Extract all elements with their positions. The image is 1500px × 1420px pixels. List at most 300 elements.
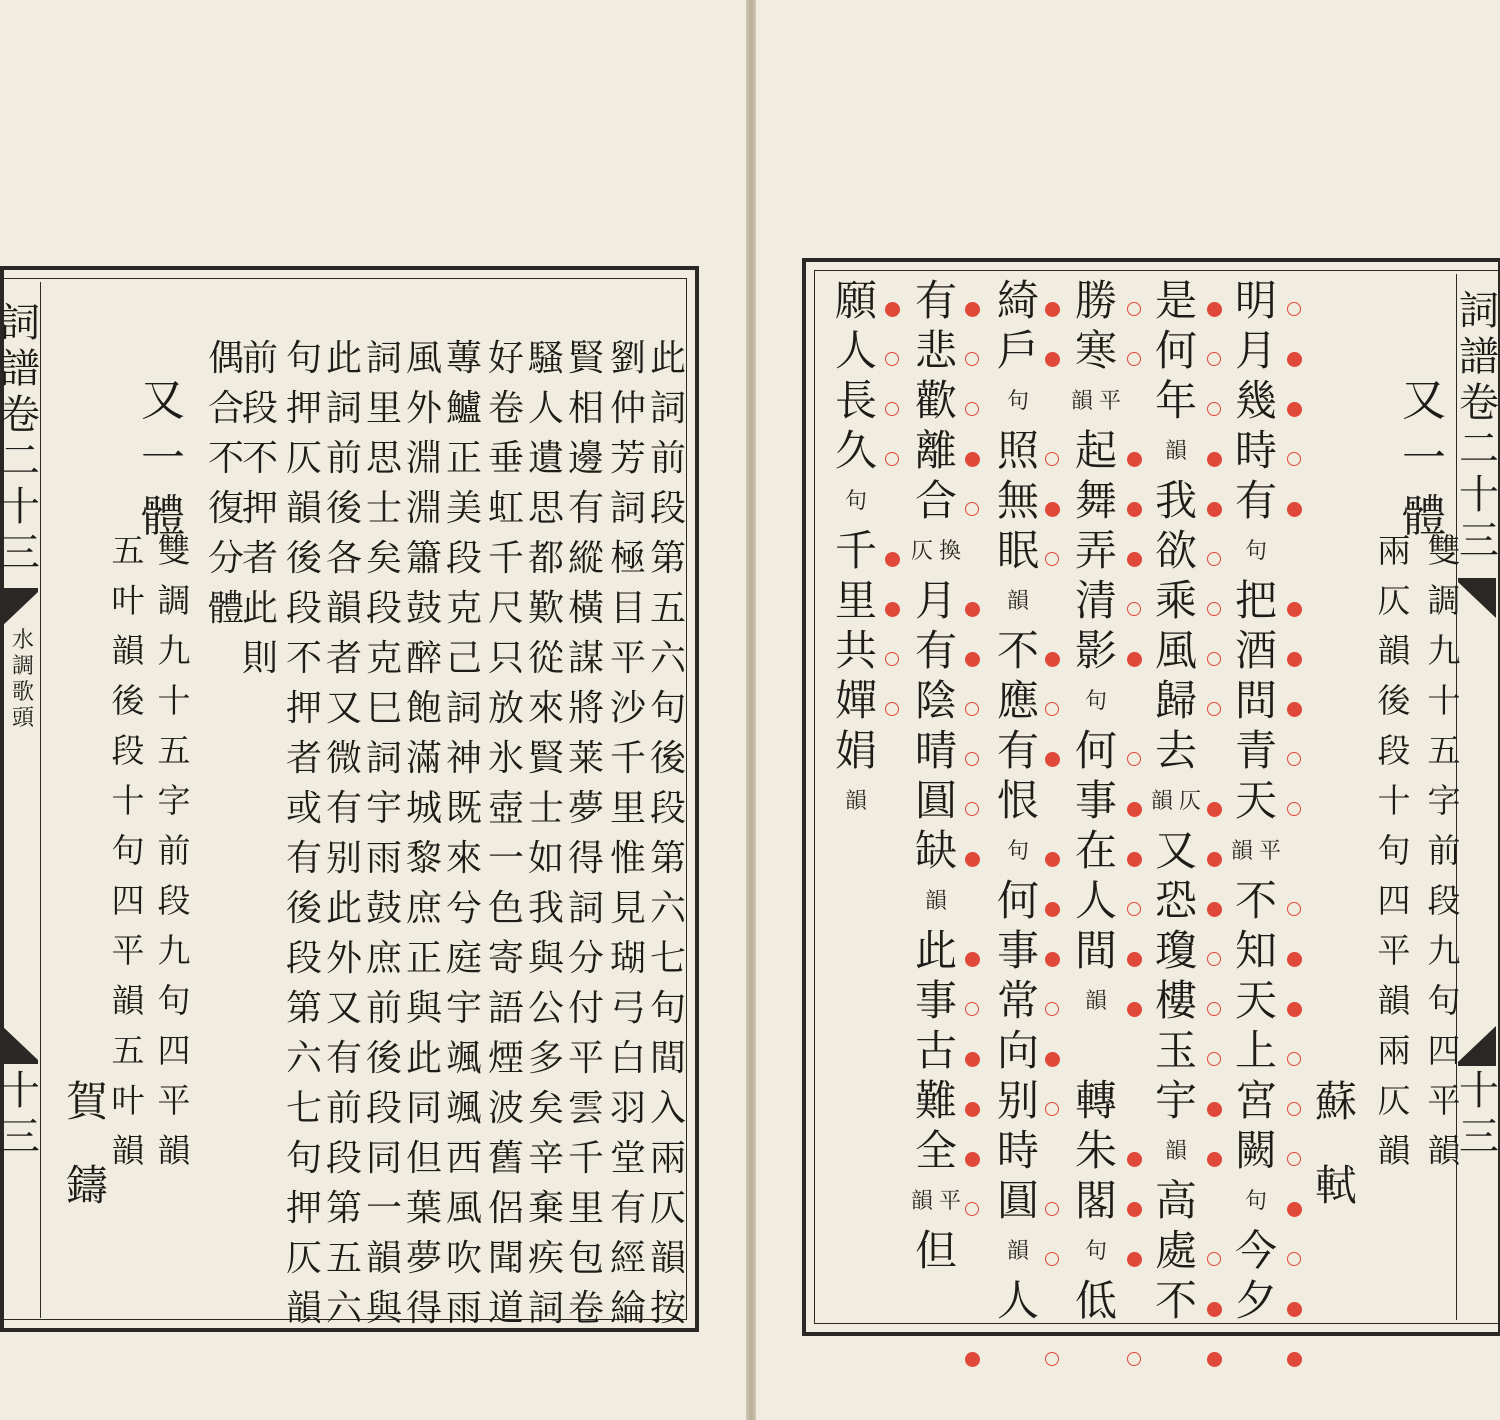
lyric-column bbox=[831, 276, 881, 826]
empty-mark bbox=[885, 1202, 899, 1216]
lyric-column bbox=[1231, 276, 1281, 1326]
description-character: 調 bbox=[1427, 581, 1461, 620]
commentary-character: 矣 bbox=[365, 538, 402, 579]
lyric-character: 玉 bbox=[1154, 1026, 1197, 1075]
lyric-character: 是 bbox=[1154, 276, 1197, 325]
annotation-cell bbox=[911, 1176, 961, 1226]
commentary-character: 詞 bbox=[567, 888, 604, 929]
commentary-character: 葉 bbox=[405, 1188, 442, 1229]
level-tone-mark bbox=[1045, 1102, 1059, 1116]
spine-page-number bbox=[0, 1068, 40, 1160]
oblique-tone-mark bbox=[1045, 352, 1060, 367]
lyric-character: 青 bbox=[1234, 726, 1277, 775]
tone-mark-slot bbox=[1125, 1034, 1143, 1084]
commentary-character: 七 bbox=[649, 938, 686, 979]
commentary-character: 尺 bbox=[487, 588, 524, 629]
lyric-character: 清 bbox=[1074, 576, 1117, 625]
empty-mark bbox=[885, 1302, 899, 1316]
commentary-character: 韻 bbox=[285, 488, 322, 529]
commentary-character: 千 bbox=[487, 538, 524, 579]
oblique-tone-mark bbox=[1045, 752, 1060, 767]
oblique-tone-mark bbox=[1287, 352, 1302, 367]
tone-mark-slot bbox=[883, 934, 901, 984]
lyric-character: 欲 bbox=[1154, 526, 1197, 575]
oblique-tone-mark bbox=[1207, 452, 1222, 467]
commentary-character: 有 bbox=[325, 1038, 362, 1079]
commentary-character: 有 bbox=[609, 1188, 646, 1229]
level-tone-mark bbox=[1045, 1002, 1059, 1016]
author-column bbox=[62, 1060, 112, 1228]
oblique-tone-mark bbox=[1207, 802, 1222, 817]
spine-character: 三 bbox=[0, 530, 40, 576]
commentary-character: 雲 bbox=[567, 1088, 604, 1129]
description-character: 四 bbox=[1427, 1031, 1461, 1070]
commentary-character: 段 bbox=[365, 1088, 402, 1129]
lyric-character: 無 bbox=[996, 476, 1039, 525]
annotation-cell bbox=[1007, 376, 1029, 426]
annotation-character: 韻 bbox=[1070, 388, 1093, 414]
empty-mark bbox=[1045, 802, 1059, 816]
tone-mark-slot bbox=[1043, 684, 1061, 734]
description-character: 雙 bbox=[1427, 531, 1461, 570]
tone-mark-slot bbox=[1205, 684, 1223, 734]
annotation-character: 仄 bbox=[1179, 788, 1202, 814]
oblique-tone-mark bbox=[1207, 902, 1222, 917]
commentary-character: 段 bbox=[285, 588, 322, 629]
tone-mark-slot bbox=[963, 984, 981, 1034]
oblique-tone-mark bbox=[1127, 952, 1142, 967]
spine-page-character: 十 bbox=[0, 1068, 40, 1114]
description-character: 五 bbox=[1427, 731, 1461, 770]
level-tone-mark bbox=[965, 802, 979, 816]
level-tone-mark bbox=[1287, 1252, 1301, 1266]
lyric-character: 里 bbox=[834, 576, 877, 625]
commentary-character: 遺 bbox=[527, 438, 564, 479]
commentary-character: 橫 bbox=[567, 588, 604, 629]
commentary-character: 外 bbox=[325, 938, 362, 979]
tone-mark-slot bbox=[883, 884, 901, 934]
oblique-tone-mark bbox=[1207, 302, 1222, 317]
commentary-character: 謀 bbox=[567, 638, 604, 679]
description-column bbox=[108, 526, 148, 1176]
oblique-tone-mark bbox=[1207, 852, 1222, 867]
commentary-character: 虹 bbox=[487, 488, 524, 529]
tone-mark-slot bbox=[1285, 984, 1303, 1034]
tone-mark-slot bbox=[1125, 284, 1143, 334]
description-character: 韻 bbox=[1377, 981, 1411, 1020]
commentary-character: 我 bbox=[527, 888, 564, 929]
level-tone-mark bbox=[885, 702, 899, 716]
commentary-character: 入 bbox=[649, 1088, 686, 1129]
commentary-character: 押 bbox=[241, 488, 278, 529]
commentary-character: 語 bbox=[487, 988, 524, 1029]
commentary-character: 西 bbox=[445, 1138, 482, 1179]
level-tone-mark bbox=[1045, 1202, 1059, 1216]
description-character: 四 bbox=[111, 881, 145, 920]
commentary-character: 第 bbox=[285, 988, 322, 1029]
left-page bbox=[0, 0, 748, 1420]
level-tone-mark bbox=[1287, 302, 1301, 316]
commentary-character: 騷 bbox=[527, 338, 564, 379]
level-tone-mark bbox=[1287, 752, 1301, 766]
tone-mark-slot bbox=[1285, 1184, 1303, 1234]
commentary-character: 神 bbox=[445, 738, 482, 779]
tone-mark-slot bbox=[963, 884, 981, 934]
commentary-character: 巳 bbox=[365, 688, 402, 729]
empty-mark bbox=[1127, 702, 1141, 716]
lyric-character: 弄 bbox=[1074, 526, 1117, 575]
level-tone-mark bbox=[965, 1002, 979, 1016]
tone-mark-slot bbox=[883, 1084, 901, 1134]
commentary-column bbox=[204, 334, 248, 634]
annotation-character: 韻 bbox=[1150, 788, 1173, 814]
tone-mark-slot bbox=[963, 784, 981, 834]
description-character: 字 bbox=[1427, 781, 1461, 820]
lyric-character: 眠 bbox=[996, 526, 1039, 575]
level-tone-mark bbox=[1287, 452, 1301, 466]
tone-mark-slot bbox=[963, 1184, 981, 1234]
commentary-character: 正 bbox=[405, 938, 442, 979]
right-page bbox=[756, 0, 1500, 1420]
heading-character: 又 bbox=[1402, 375, 1446, 426]
commentary-character: 句 bbox=[285, 338, 322, 379]
tone-mark-slot bbox=[883, 1184, 901, 1234]
commentary-character: 夢 bbox=[567, 788, 604, 829]
level-tone-mark bbox=[885, 402, 899, 416]
tone-mark-slot bbox=[1043, 1134, 1061, 1184]
empty-mark bbox=[885, 752, 899, 766]
commentary-character: 鼓 bbox=[365, 888, 402, 929]
tone-mark-slot bbox=[1205, 984, 1223, 1034]
commentary-column bbox=[524, 334, 568, 1334]
annotation-cell bbox=[911, 526, 961, 576]
tone-mark-slot bbox=[883, 984, 901, 1034]
lyric-character: 闕 bbox=[1234, 1126, 1277, 1175]
tone-mark-slot bbox=[1205, 1134, 1223, 1184]
tone-mark-slot bbox=[1043, 584, 1061, 634]
description-character: 四 bbox=[157, 1031, 191, 1070]
oblique-tone-mark bbox=[965, 652, 980, 667]
tone-mark-slot bbox=[1285, 784, 1303, 834]
tone-mark-slot bbox=[1205, 334, 1223, 384]
spine-page-character: 十 bbox=[1459, 1068, 1499, 1114]
commentary-character: 兩 bbox=[649, 1138, 686, 1179]
level-tone-mark bbox=[1127, 302, 1141, 316]
tone-mark-column bbox=[963, 284, 981, 1384]
tone-mark-slot bbox=[1043, 1184, 1061, 1234]
annotation-character: 韻 bbox=[924, 888, 947, 914]
tone-mark-slot bbox=[963, 284, 981, 334]
commentary-column bbox=[322, 334, 366, 1334]
tone-mark-slot bbox=[1043, 434, 1061, 484]
commentary-character: 矣 bbox=[527, 1088, 564, 1129]
commentary-character: 淵 bbox=[405, 488, 442, 529]
tone-mark-slot bbox=[1285, 484, 1303, 534]
description-character: 九 bbox=[157, 631, 191, 670]
tone-mark-slot bbox=[1285, 884, 1303, 934]
commentary-character: 前 bbox=[325, 1088, 362, 1129]
lyric-character: 共 bbox=[834, 626, 877, 675]
spine-character: 詞 bbox=[0, 300, 40, 346]
lyric-character: 有 bbox=[914, 626, 957, 675]
lyric-character: 今 bbox=[1234, 1226, 1277, 1275]
commentary-character: 只 bbox=[487, 638, 524, 679]
level-tone-mark bbox=[1287, 1102, 1301, 1116]
commentary-character: 前 bbox=[241, 338, 278, 379]
commentary-character: 有 bbox=[325, 788, 362, 829]
heading-character: 又 bbox=[141, 375, 185, 426]
annotation-cell bbox=[1071, 376, 1121, 426]
spine-page-character: 三 bbox=[1459, 1114, 1499, 1160]
commentary-column bbox=[362, 334, 406, 1334]
oblique-tone-mark bbox=[965, 1152, 980, 1167]
commentary-column bbox=[646, 334, 690, 1334]
description-character: 句 bbox=[157, 981, 191, 1020]
tone-mark-column bbox=[1285, 284, 1303, 1384]
spine-character: 十 bbox=[0, 484, 40, 530]
commentary-character: 押 bbox=[285, 1188, 322, 1229]
spine-character: 三 bbox=[1459, 518, 1499, 564]
oblique-tone-mark bbox=[1287, 702, 1302, 717]
description-character: 雙 bbox=[157, 531, 191, 570]
author-character: 鑄 bbox=[65, 1161, 108, 1210]
tone-mark-slot bbox=[1205, 1284, 1223, 1334]
commentary-character: 前 bbox=[365, 988, 402, 1029]
tone-mark-slot bbox=[1125, 784, 1143, 834]
commentary-character: 句 bbox=[285, 1138, 322, 1179]
commentary-character: 城 bbox=[405, 788, 442, 829]
annotation-character: 韻 bbox=[844, 788, 867, 814]
tone-mark-slot bbox=[963, 384, 981, 434]
oblique-tone-mark bbox=[1287, 1002, 1302, 1017]
empty-mark bbox=[1207, 752, 1221, 766]
tone-mark-slot bbox=[1125, 1234, 1143, 1284]
lyric-character: 知 bbox=[1234, 926, 1277, 975]
lyric-character: 嬋 bbox=[834, 676, 877, 725]
tone-mark-slot bbox=[1285, 684, 1303, 734]
commentary-character: 歎 bbox=[527, 588, 564, 629]
lyric-character: 陰 bbox=[914, 676, 957, 725]
tone-mark-slot bbox=[1205, 1234, 1223, 1284]
description-character: 十 bbox=[111, 781, 145, 820]
commentary-character: 詞 bbox=[609, 488, 646, 529]
lyric-character: 恐 bbox=[1154, 876, 1197, 925]
tone-mark-slot bbox=[1285, 734, 1303, 784]
tone-mark-slot bbox=[963, 934, 981, 984]
tone-mark-slot bbox=[1125, 1284, 1143, 1334]
tone-mark-slot bbox=[963, 1334, 981, 1384]
tone-mark-slot bbox=[883, 1034, 901, 1084]
commentary-character: 不 bbox=[207, 438, 244, 479]
commentary-character: 五 bbox=[325, 1238, 362, 1279]
commentary-character: 外 bbox=[405, 388, 442, 429]
empty-mark bbox=[965, 1302, 979, 1316]
commentary-character: 正 bbox=[445, 438, 482, 479]
description-character: 九 bbox=[1427, 931, 1461, 970]
tone-mark-slot bbox=[1125, 684, 1143, 734]
annotation-character: 句 bbox=[1244, 1188, 1267, 1214]
empty-mark bbox=[885, 1052, 899, 1066]
commentary-character: 卷 bbox=[487, 388, 524, 429]
lyric-character: 有 bbox=[1234, 476, 1277, 525]
lyric-character: 不 bbox=[996, 626, 1039, 675]
commentary-column bbox=[402, 334, 446, 1334]
fish-tail-mark-top bbox=[0, 588, 38, 628]
oblique-tone-mark bbox=[1287, 952, 1302, 967]
level-tone-mark bbox=[1207, 702, 1221, 716]
annotation-cell bbox=[1231, 826, 1281, 876]
description-column bbox=[1374, 526, 1414, 1176]
commentary-character: 士 bbox=[365, 488, 402, 529]
commentary-character: 後 bbox=[649, 738, 686, 779]
commentary-character: 莱 bbox=[567, 738, 604, 779]
lyric-character: 間 bbox=[1074, 926, 1117, 975]
tone-mark-slot bbox=[963, 484, 981, 534]
lyric-character: 全 bbox=[914, 1126, 957, 1175]
spine-label-character: 歌 bbox=[11, 680, 34, 705]
oblique-tone-mark bbox=[965, 1102, 980, 1117]
annotation-character: 韻 bbox=[1164, 1138, 1187, 1164]
tone-mark-slot bbox=[883, 334, 901, 384]
empty-mark bbox=[1127, 1102, 1141, 1116]
lyric-character: 久 bbox=[834, 426, 877, 475]
tone-mark-slot bbox=[1205, 1084, 1223, 1134]
commentary-character: 克 bbox=[445, 588, 482, 629]
empty-mark bbox=[885, 852, 899, 866]
level-tone-mark bbox=[1287, 1052, 1301, 1066]
lyric-character: 樓 bbox=[1154, 976, 1197, 1025]
commentary-character: 六 bbox=[325, 1288, 362, 1329]
annotation-cell bbox=[1007, 826, 1029, 876]
tone-mark-slot bbox=[883, 1234, 901, 1284]
description-character: 後 bbox=[1377, 681, 1411, 720]
oblique-tone-mark bbox=[1127, 1152, 1142, 1167]
lyric-character: 宮 bbox=[1234, 1076, 1277, 1125]
commentary-character: 段 bbox=[445, 538, 482, 579]
commentary-character: 偶 bbox=[207, 338, 244, 379]
lyric-character: 事 bbox=[914, 976, 957, 1025]
tone-mark-slot bbox=[1205, 1034, 1223, 1084]
commentary-character: 風 bbox=[405, 338, 442, 379]
tone-mark-slot bbox=[1043, 1284, 1061, 1334]
commentary-character: 或 bbox=[285, 788, 322, 829]
empty-mark bbox=[1127, 1052, 1141, 1066]
heading-character: 一 bbox=[141, 433, 185, 484]
empty-mark bbox=[1127, 1302, 1141, 1316]
level-tone-mark bbox=[1127, 352, 1141, 366]
tone-mark-slot bbox=[963, 1084, 981, 1134]
heading-character: 一 bbox=[1402, 433, 1446, 484]
lyric-character: 難 bbox=[914, 1076, 957, 1125]
oblique-tone-mark bbox=[1045, 1052, 1060, 1067]
tone-mark-column bbox=[1043, 284, 1061, 1384]
level-tone-mark bbox=[885, 352, 899, 366]
level-tone-mark bbox=[1207, 602, 1221, 616]
commentary-character: 颯 bbox=[445, 1088, 482, 1129]
tone-mark-slot bbox=[1043, 634, 1061, 684]
tone-mark-slot bbox=[1043, 384, 1061, 434]
commentary-character: 又 bbox=[325, 988, 362, 1029]
tone-mark-slot bbox=[1125, 1084, 1143, 1134]
tone-mark-slot bbox=[963, 1284, 981, 1334]
lyric-character: 此 bbox=[914, 926, 957, 975]
lyric-character: 月 bbox=[914, 576, 957, 625]
lyric-character: 人 bbox=[1074, 876, 1117, 925]
commentary-character: 又 bbox=[325, 688, 362, 729]
variant-heading-column bbox=[1399, 372, 1449, 546]
lyric-character: 宇 bbox=[1154, 1076, 1197, 1125]
tone-mark-slot bbox=[1285, 1234, 1303, 1284]
commentary-character: 雨 bbox=[445, 1288, 482, 1329]
commentary-character: 仄 bbox=[285, 438, 322, 479]
annotation-cell bbox=[1085, 976, 1107, 1026]
level-tone-mark bbox=[1045, 552, 1059, 566]
commentary-character: 里 bbox=[609, 788, 646, 829]
lyric-character: 但 bbox=[914, 1226, 957, 1275]
commentary-character: 人 bbox=[527, 388, 564, 429]
tone-mark-slot bbox=[1205, 1334, 1223, 1384]
spine-character: 卷 bbox=[1459, 380, 1499, 426]
lyric-character: 有 bbox=[914, 276, 957, 325]
description-character: 五 bbox=[157, 731, 191, 770]
lyric-character: 不 bbox=[1234, 876, 1277, 925]
spine-character: 二 bbox=[0, 438, 40, 484]
lyric-character: 把 bbox=[1234, 576, 1277, 625]
tone-mark-slot bbox=[1043, 934, 1061, 984]
lyric-character: 常 bbox=[996, 976, 1039, 1025]
tone-mark-slot bbox=[883, 1334, 901, 1384]
level-tone-mark bbox=[1287, 802, 1301, 816]
commentary-character: 里 bbox=[365, 388, 402, 429]
description-character: 韻 bbox=[111, 981, 145, 1020]
commentary-character: 詞 bbox=[325, 388, 362, 429]
empty-mark bbox=[885, 802, 899, 816]
description-character: 句 bbox=[1427, 981, 1461, 1020]
oblique-tone-mark bbox=[1287, 1302, 1302, 1317]
empty-mark bbox=[965, 902, 979, 916]
tone-mark-slot bbox=[1043, 484, 1061, 534]
commentary-character: 有 bbox=[285, 838, 322, 879]
lyric-character: 勝 bbox=[1074, 276, 1117, 325]
commentary-character: 有 bbox=[567, 488, 604, 529]
tone-mark-slot bbox=[1205, 584, 1223, 634]
tone-mark-slot bbox=[963, 534, 981, 584]
tone-mark-slot bbox=[1125, 434, 1143, 484]
commentary-character: 棄 bbox=[527, 1188, 564, 1229]
lyric-character: 歸 bbox=[1154, 676, 1197, 725]
empty-mark bbox=[1287, 552, 1301, 566]
oblique-tone-mark bbox=[885, 602, 900, 617]
tone-mark-slot bbox=[1205, 434, 1223, 484]
empty-mark bbox=[885, 1352, 899, 1366]
commentary-character: 與 bbox=[527, 938, 564, 979]
heading-character: 體 bbox=[1402, 491, 1446, 542]
commentary-character: 好 bbox=[487, 338, 524, 379]
lyric-character: 向 bbox=[996, 1026, 1039, 1075]
commentary-column bbox=[606, 334, 650, 1334]
commentary-character: 舊 bbox=[487, 1138, 524, 1179]
commentary-character: 道 bbox=[487, 1288, 524, 1329]
commentary-character: 庶 bbox=[405, 888, 442, 929]
level-tone-mark bbox=[965, 402, 979, 416]
commentary-character: 同 bbox=[365, 1138, 402, 1179]
tone-mark-slot bbox=[1285, 434, 1303, 484]
tone-mark-slot bbox=[1285, 534, 1303, 584]
level-tone-mark bbox=[965, 352, 979, 366]
lyric-character: 事 bbox=[1074, 776, 1117, 825]
tone-mark-slot bbox=[1285, 584, 1303, 634]
commentary-character: 目 bbox=[609, 588, 646, 629]
